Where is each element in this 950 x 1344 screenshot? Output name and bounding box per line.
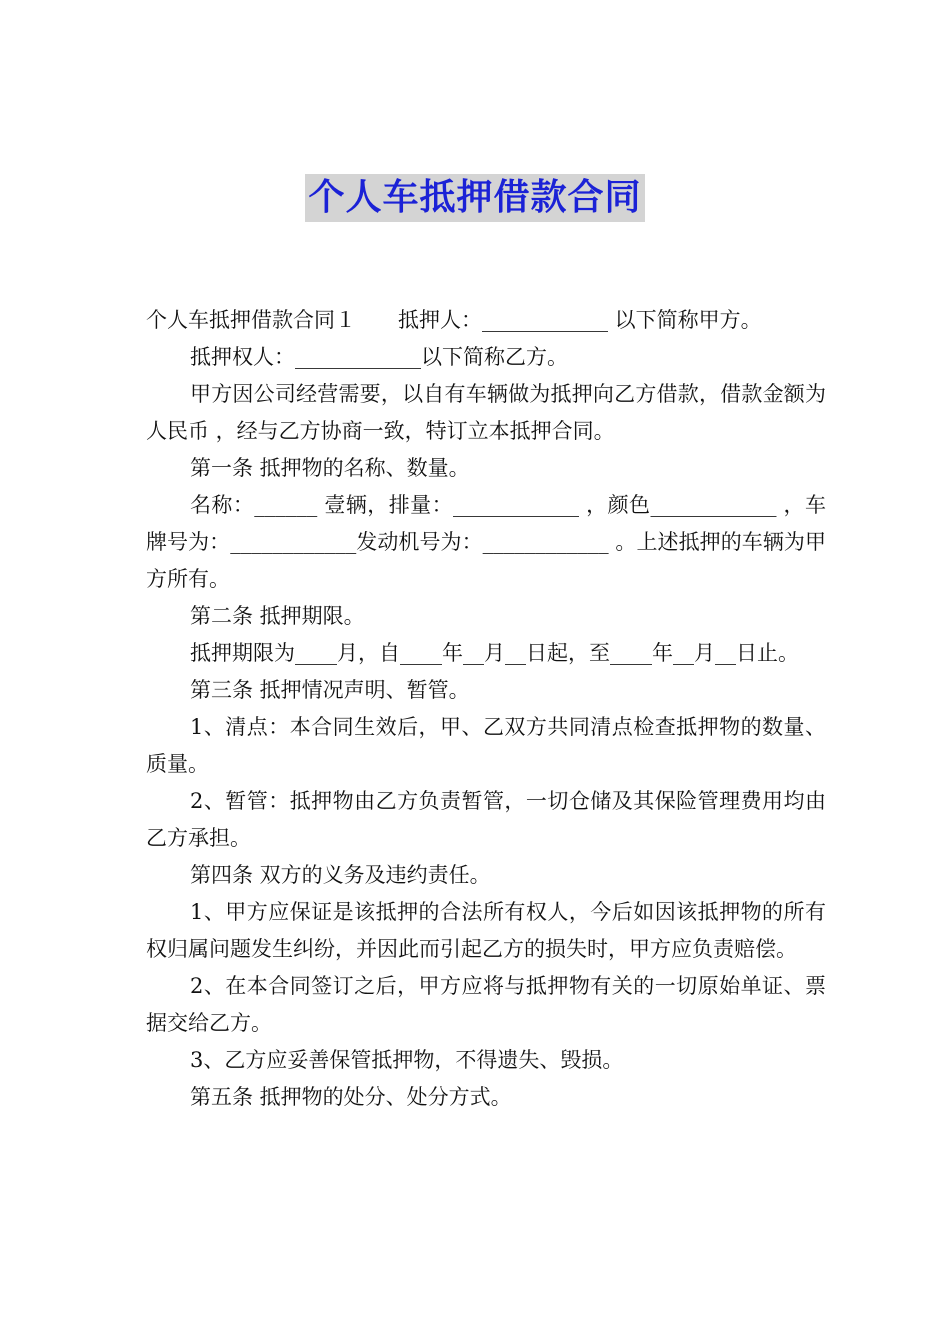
document-title: 个人车抵押借款合同 bbox=[305, 174, 644, 222]
paragraph-purpose: 甲方因公司经营需要，以自有车辆做为抵押向乙方借款，借款金额为人民币 ，经与乙方协商一致，特订立本抵押合同。 bbox=[146, 382, 826, 443]
paragraph-mortgagee: 抵押权人：____________以下简称乙方。 bbox=[190, 345, 568, 369]
clause-5-heading: 第五条 抵押物的处分、处分方式。 bbox=[190, 1085, 512, 1109]
clause-3-heading: 第三条 抵押情况声明、暂管。 bbox=[190, 678, 470, 702]
title-container bbox=[0, 174, 950, 222]
paragraph-inventory: 1、清点：本合同生效后，甲、乙双方共同清点检查抵押物的数量、质量。 bbox=[146, 715, 826, 776]
clause-1-heading: 第一条 抵押物的名称、数量。 bbox=[190, 456, 470, 480]
clause-2-heading: 第二条 抵押期限。 bbox=[190, 604, 365, 628]
paragraph-custody: 2、暂管：抵押物由乙方负责暂管，一切仓储及其保险管理费用均由乙方承担。 bbox=[146, 789, 826, 850]
paragraph-intro: 个人车抵押借款合同１ 抵押人：____________ 以下简称甲方。 bbox=[146, 308, 762, 332]
document-body bbox=[146, 302, 826, 1116]
paragraph-ownership-guarantee: 1、甲方应保证是该抵押的合法所有权人，今后如因该抵押物的所有权归属问题发生纠纷，并因此而引起乙方的损失时，甲方应负责赔偿。 bbox=[146, 900, 826, 961]
clause-4-heading: 第四条 双方的义务及违约责任。 bbox=[190, 863, 491, 887]
paragraph-term: 抵押期限为____月，自____年__月__日起，至____年__月__日止。 bbox=[190, 641, 799, 665]
paragraph-safekeeping: 3、乙方应妥善保管抵押物，不得遗失、毁损。 bbox=[190, 1048, 624, 1072]
paragraph-vehicle-details: 名称：______ 壹辆，排量：____________ ，颜色____________ ，车牌号为：____________发动机号为：____________ 。上述抵押的车辆为甲方所有。 bbox=[146, 493, 826, 591]
paragraph-documents: 2、在本合同签订之后，甲方应将与抵押物有关的一切原始单证、票据交给乙方。 bbox=[146, 974, 826, 1035]
